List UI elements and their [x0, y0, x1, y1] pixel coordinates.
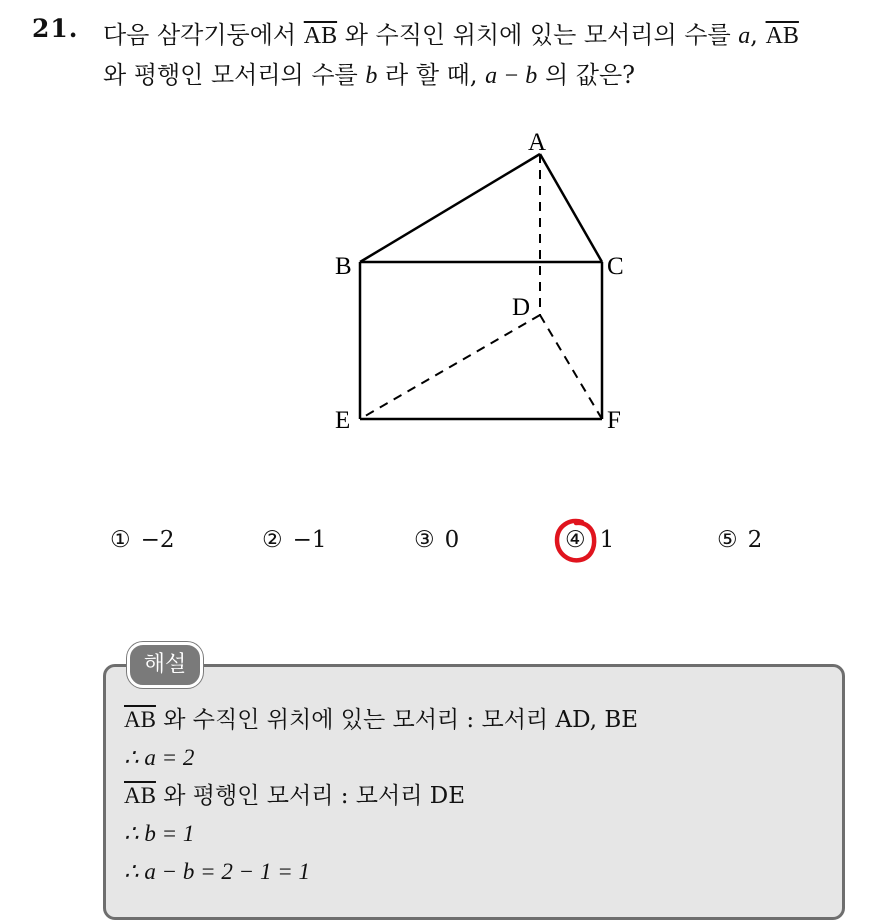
solution-line-4: ∴ b = 1 [124, 821, 195, 846]
solution-line-2: ∴ a = 2 [124, 745, 195, 770]
edge-df-hidden [540, 315, 602, 419]
vertex-label-e: E [335, 407, 351, 434]
edge-de-hidden [360, 315, 540, 419]
var-a: a [738, 23, 751, 49]
edge-ab [360, 154, 540, 262]
choice-5[interactable]: ⑤ 2 [717, 527, 763, 553]
question-number: 21. [32, 14, 79, 43]
vertex-label-d: D [512, 294, 531, 321]
vertex-label-b: B [335, 253, 352, 280]
vertex-label-f: F [607, 407, 621, 434]
solution-tag: 해설 [127, 642, 203, 688]
question-line-2: 와 평행인 모서리의 수를 b 라 할 때, a − b 의 값은? [103, 61, 636, 89]
vertex-label-c: C [607, 253, 624, 280]
var-b: b [365, 63, 378, 89]
answer-circle-mark-icon [552, 516, 598, 566]
choice-3[interactable]: ③ 0 [414, 527, 460, 553]
solution-text [124, 701, 638, 891]
solution-line-3: $\overline{AB}$ 와 평행인 모서리 : 모서리 DE [124, 783, 465, 809]
choice-2[interactable]: ② −1 [262, 527, 327, 553]
solution-line-5: ∴ a − b = 2 − 1 = 1 [124, 859, 310, 884]
choice-1[interactable]: ① −2 [110, 527, 175, 553]
vertex-label-a: A [528, 129, 547, 156]
expr-a-minus-b: a − b [485, 63, 538, 89]
solution-line-1: $\overline{AB}$ 와 수직인 위치에 있는 모서리 : 모서리 AD, BE [124, 707, 639, 733]
edge-ac [540, 154, 602, 262]
question-line-1: 다음 삼각기둥에서 $\overline{AB}$ 와 수직인 위치에 있는 모서리의 수를 a, $\overline{AB}$ [103, 21, 799, 49]
segment-ab: $\overline{AB}$ [303, 23, 338, 49]
choice-4[interactable]: ④ 1 [565, 527, 615, 553]
answer-choices [0, 527, 884, 563]
segment-ab: $\overline{AB}$ [765, 23, 799, 49]
